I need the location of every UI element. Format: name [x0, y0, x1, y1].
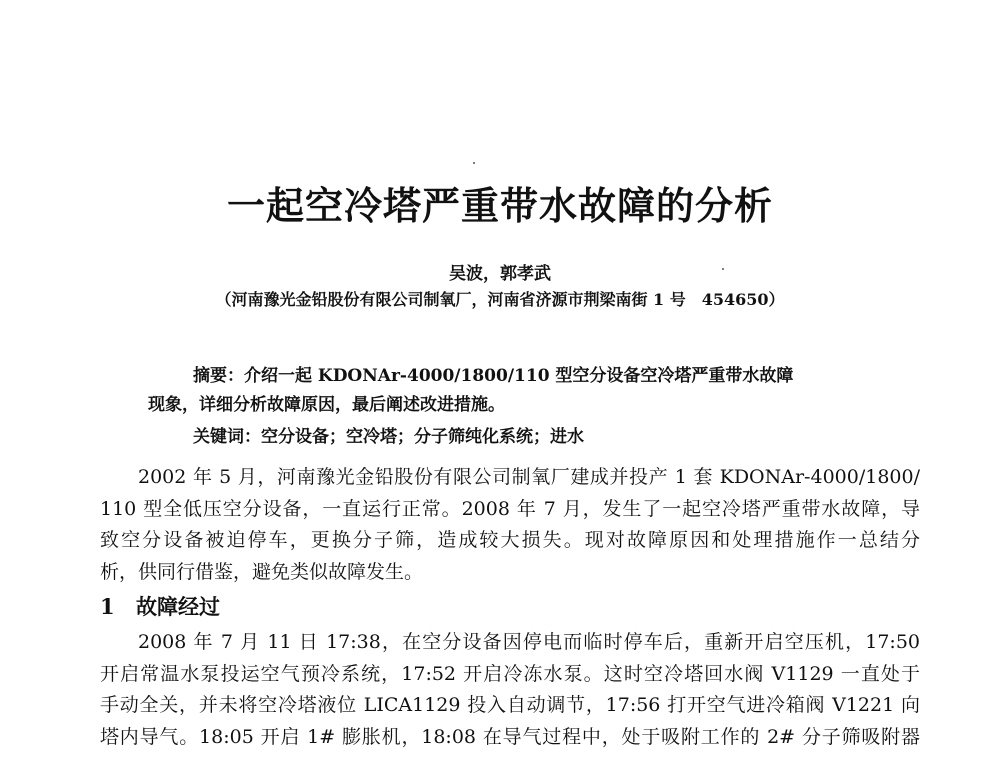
section-paragraph [100, 627, 920, 753]
paragraph-line: 手动全关，并未将空冷塔液位 LICA1129 投入自动调节，17:56 打开空气进冷箱阀 V1221 向 [100, 694, 920, 716]
paragraph-line: 析，供同行借鉴，避免类似故障发生。 [100, 560, 424, 583]
abstract [148, 362, 862, 420]
paragraph-line: 致空分设备被迫停车，更换分子筛，造成较大损失。现对故障原因和处理措施作一总结分 [100, 529, 920, 551]
section-heading [100, 592, 220, 622]
abstract-line: 摘要：介绍一起 KDONAr-4000/1800/110 型空分设备空冷塔严重带水故障 [193, 366, 794, 386]
paper-affiliation: （河南豫光金铅股份有限公司制氧厂，河南省济源市荆梁南街 1 号 454650） [215, 290, 785, 309]
paragraph-line: 2002 年 5 月，河南豫光金铅股份有限公司制氧厂建成并投产 1 套 KDONAr-4000/1800/ [138, 466, 920, 488]
section-number: 1 [100, 594, 115, 619]
paragraph-line: 2008 年 7 月 11 日 17:38，在空分设备因停电而临时停车后，重新开启空压机，17:50 [138, 631, 920, 653]
paragraph-line: 塔内导气。18:05 开启 1# 膨胀机，18:08 在导气过程中，处于吸附工作的 2# 分子筛吸附器 [100, 725, 920, 748]
abstract-line: 现象，详细分析故障原因，最后阐述改进措施。 [148, 395, 505, 415]
paragraph-line: 110 型全低压空分设备，一直运行正常。2008 年 7 月，发生了一起空冷塔严重带水故障，导 [100, 497, 920, 520]
intro-paragraph [100, 462, 920, 588]
keywords: 关键词：空分设备；空冷塔；分子筛纯化系统；进水 [193, 427, 584, 447]
section-title: 故障经过 [136, 594, 220, 619]
scan-speck [473, 162, 475, 164]
paper-title: 一起空冷塔严重带水故障的分析 [226, 183, 773, 228]
paragraph-line: 开启常温水泵投运空气预冷系统，17:52 开启冷冻水泵。这时空冷塔回水阀 V1129 一直处于 [100, 662, 920, 685]
paper-authors: 吴波，郭孝武 [449, 264, 551, 284]
